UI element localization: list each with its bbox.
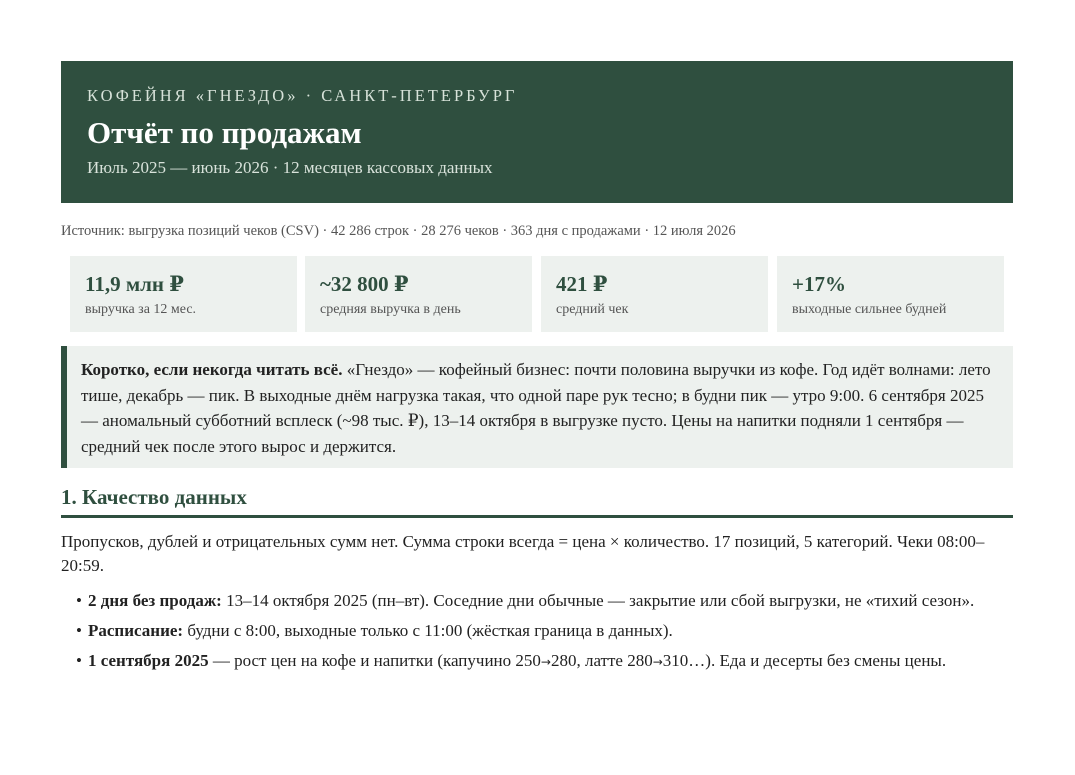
bullet-dot: •	[76, 651, 82, 670]
list-item	[61, 648, 1013, 675]
bullet-text-c: 310…). Еда и десерты без смены цены.	[662, 651, 947, 670]
bullet-text-a: — рост цен на кофе и напитки (капучино 250	[208, 651, 541, 670]
kpi-value: 421 ₽	[556, 272, 608, 296]
kpi-label: средний чек	[556, 302, 629, 317]
bullet-bold: 2 дня без продаж:	[88, 591, 222, 610]
bullet-text: будни с 8:00, выходные только с 11:00 (жёсткая граница в данных).	[183, 621, 673, 640]
bullet-text: 13–14 октября 2025 (пн–вт). Соседние дни обычные — закрытие или сбой выгрузки, не «тихий сезон».	[221, 591, 975, 610]
report-header	[61, 61, 1013, 203]
kpi-label: выходные сильнее будней	[792, 302, 947, 317]
header-kicker: КОФЕЙНЯ «ГНЕЗДО» · САНКТ-ПЕТЕРБУРГ	[87, 86, 518, 105]
summary-lead: Коротко, если некогда читать всё.	[81, 360, 343, 379]
kpi-card-check	[541, 256, 768, 332]
source-line: Источник: выгрузка позиций чеков (CSV) · 42 286 строк · 28 276 чеков · 363 дня с продажами · 12 июля 2026	[61, 223, 736, 239]
kpi-row	[70, 256, 1004, 332]
kpi-value: +17%	[792, 272, 846, 296]
kpi-card-revenue	[70, 256, 297, 332]
bullet-text-b: 280, латте 280	[550, 651, 653, 670]
arrow-icon: →	[652, 655, 663, 669]
kpi-value: 11,9 млн ₽	[85, 272, 184, 296]
bullet-bold: 1 сентября 2025	[88, 651, 209, 670]
section-heading: 1. Качество данных	[61, 484, 1013, 518]
arrow-icon: →	[540, 655, 551, 669]
bullet-bold: Расписание:	[88, 621, 184, 640]
summary-callout	[61, 346, 1013, 468]
kpi-card-weekend	[777, 256, 1004, 332]
quality-bullet-list	[61, 588, 1013, 680]
bullet-dot: •	[76, 591, 82, 610]
header-subtitle: Июль 2025 — июнь 2026 · 12 месяцев кассовых данных	[87, 158, 493, 177]
page-title: Отчёт по продажам	[87, 115, 362, 150]
bullet-dot: •	[76, 621, 82, 640]
summary-text: «Гнездо» — кофейный бизнес: почти половина выручки из кофе. Год идёт волнами: лето тише, декабрь — пик. В выходные днём нагрузка такая, что одной паре рук тесно; в будни пик — утро 9:00. 6 сентября 2025 — аномальный субботний всплеск (~98 тыс. ₽), 13–14 октября в выгрузке пусто. Цены на напитки подняли 1 сентября — средний чек после этого вырос и держится.	[81, 360, 991, 456]
list-item	[61, 618, 1013, 643]
section-paragraph: Пропусков, дублей и отрицательных сумм нет. Сумма строки всегда = цена × количество. 17 позиций, 5 категорий. Чеки 08:00–20:59.	[61, 532, 985, 575]
kpi-value: ~32 800 ₽	[320, 272, 409, 296]
list-item	[61, 588, 1013, 613]
kpi-label: выручка за 12 мес.	[85, 302, 197, 317]
kpi-label: средняя выручка в день	[320, 302, 461, 317]
kpi-card-daily	[305, 256, 532, 332]
